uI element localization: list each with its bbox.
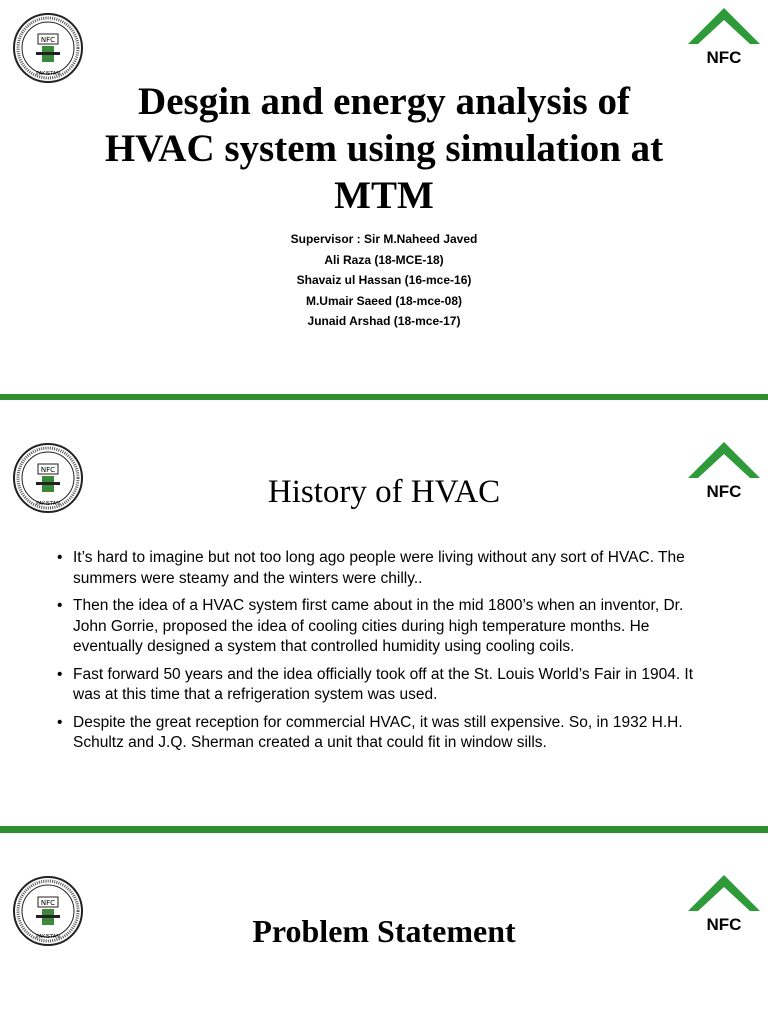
seal-center-text: NFC <box>40 36 56 44</box>
slide-2-title: History of HVAC <box>267 474 501 510</box>
bullet-text: Fast forward 50 years and the idea officially took off at the St. Louis World’s Fair in 1904. It was at this time that a refrigeration system was used. <box>73 665 694 703</box>
institute-seal-icon <box>12 12 84 84</box>
bullet-item <box>57 548 705 589</box>
seal-bottom-text: PAKISTAN <box>36 501 60 507</box>
bullet-item <box>57 713 705 754</box>
supervisor-line: Supervisor : Sir M.Naheed Javed <box>290 232 478 246</box>
bullet-glyph: • <box>57 665 63 683</box>
bullet-text: It’s hard to imagine but not too long ago people were living without any sort of HVAC. The summers were steamy and the winters were chilly.. <box>73 549 685 587</box>
student-line: Shavaiz ul Hassan (16-mce-16) <box>296 273 472 287</box>
slide-1-title: Desgin and energy analysis of HVAC system using simulation at MTM <box>104 80 664 217</box>
slide-3-title: Problem Statement <box>252 913 516 949</box>
slide-3 <box>0 833 768 1024</box>
slide-divider <box>0 826 768 833</box>
seal-bottom-text: PAKISTAN <box>36 71 60 77</box>
bullet-list <box>57 548 705 761</box>
nfc-logo-icon <box>688 8 760 68</box>
slide-2 <box>0 400 768 827</box>
seal-center-text: NFC <box>40 466 56 474</box>
bullet-glyph: • <box>57 713 63 731</box>
seal-bottom-text: PAKISTAN <box>36 934 60 940</box>
institute-seal-icon <box>12 442 84 514</box>
student-line: Ali Raza (18-MCE-18) <box>324 252 444 267</box>
student-line: M.Umair Saeed (18-mce-08) <box>305 293 463 308</box>
nfc-logo-icon <box>688 442 760 502</box>
bullet-glyph: • <box>57 597 63 614</box>
nfc-logo-icon <box>688 875 760 935</box>
bullet-text: Despite the great reception for commercial HVAC, it was still expensive. So, in 1932 H.H. Schultz and J.Q. Sherman created a unit that could fit in window sills. <box>73 713 683 751</box>
slide-1 <box>0 0 768 394</box>
nfc-logo-text: NFC <box>706 482 742 501</box>
nfc-logo-text: NFC <box>706 915 742 934</box>
bullet-item <box>57 596 705 658</box>
student-line: Junaid Arshad (18-mce-17) <box>307 314 461 328</box>
seal-center-text: NFC <box>40 899 56 907</box>
institute-seal-icon <box>12 875 84 947</box>
bullet-item <box>57 665 705 706</box>
credits-list <box>184 229 584 332</box>
nfc-logo-text: NFC <box>706 48 742 67</box>
bullet-text: Then the idea of a HVAC system first came about in the mid 1800’s when an inventor, Dr. John Gorrie, proposed the idea of cooling cities during high temperature months. He eventually designed a system that controlled humidity using cooling coils. <box>73 597 684 655</box>
bullet-glyph: • <box>57 549 63 566</box>
